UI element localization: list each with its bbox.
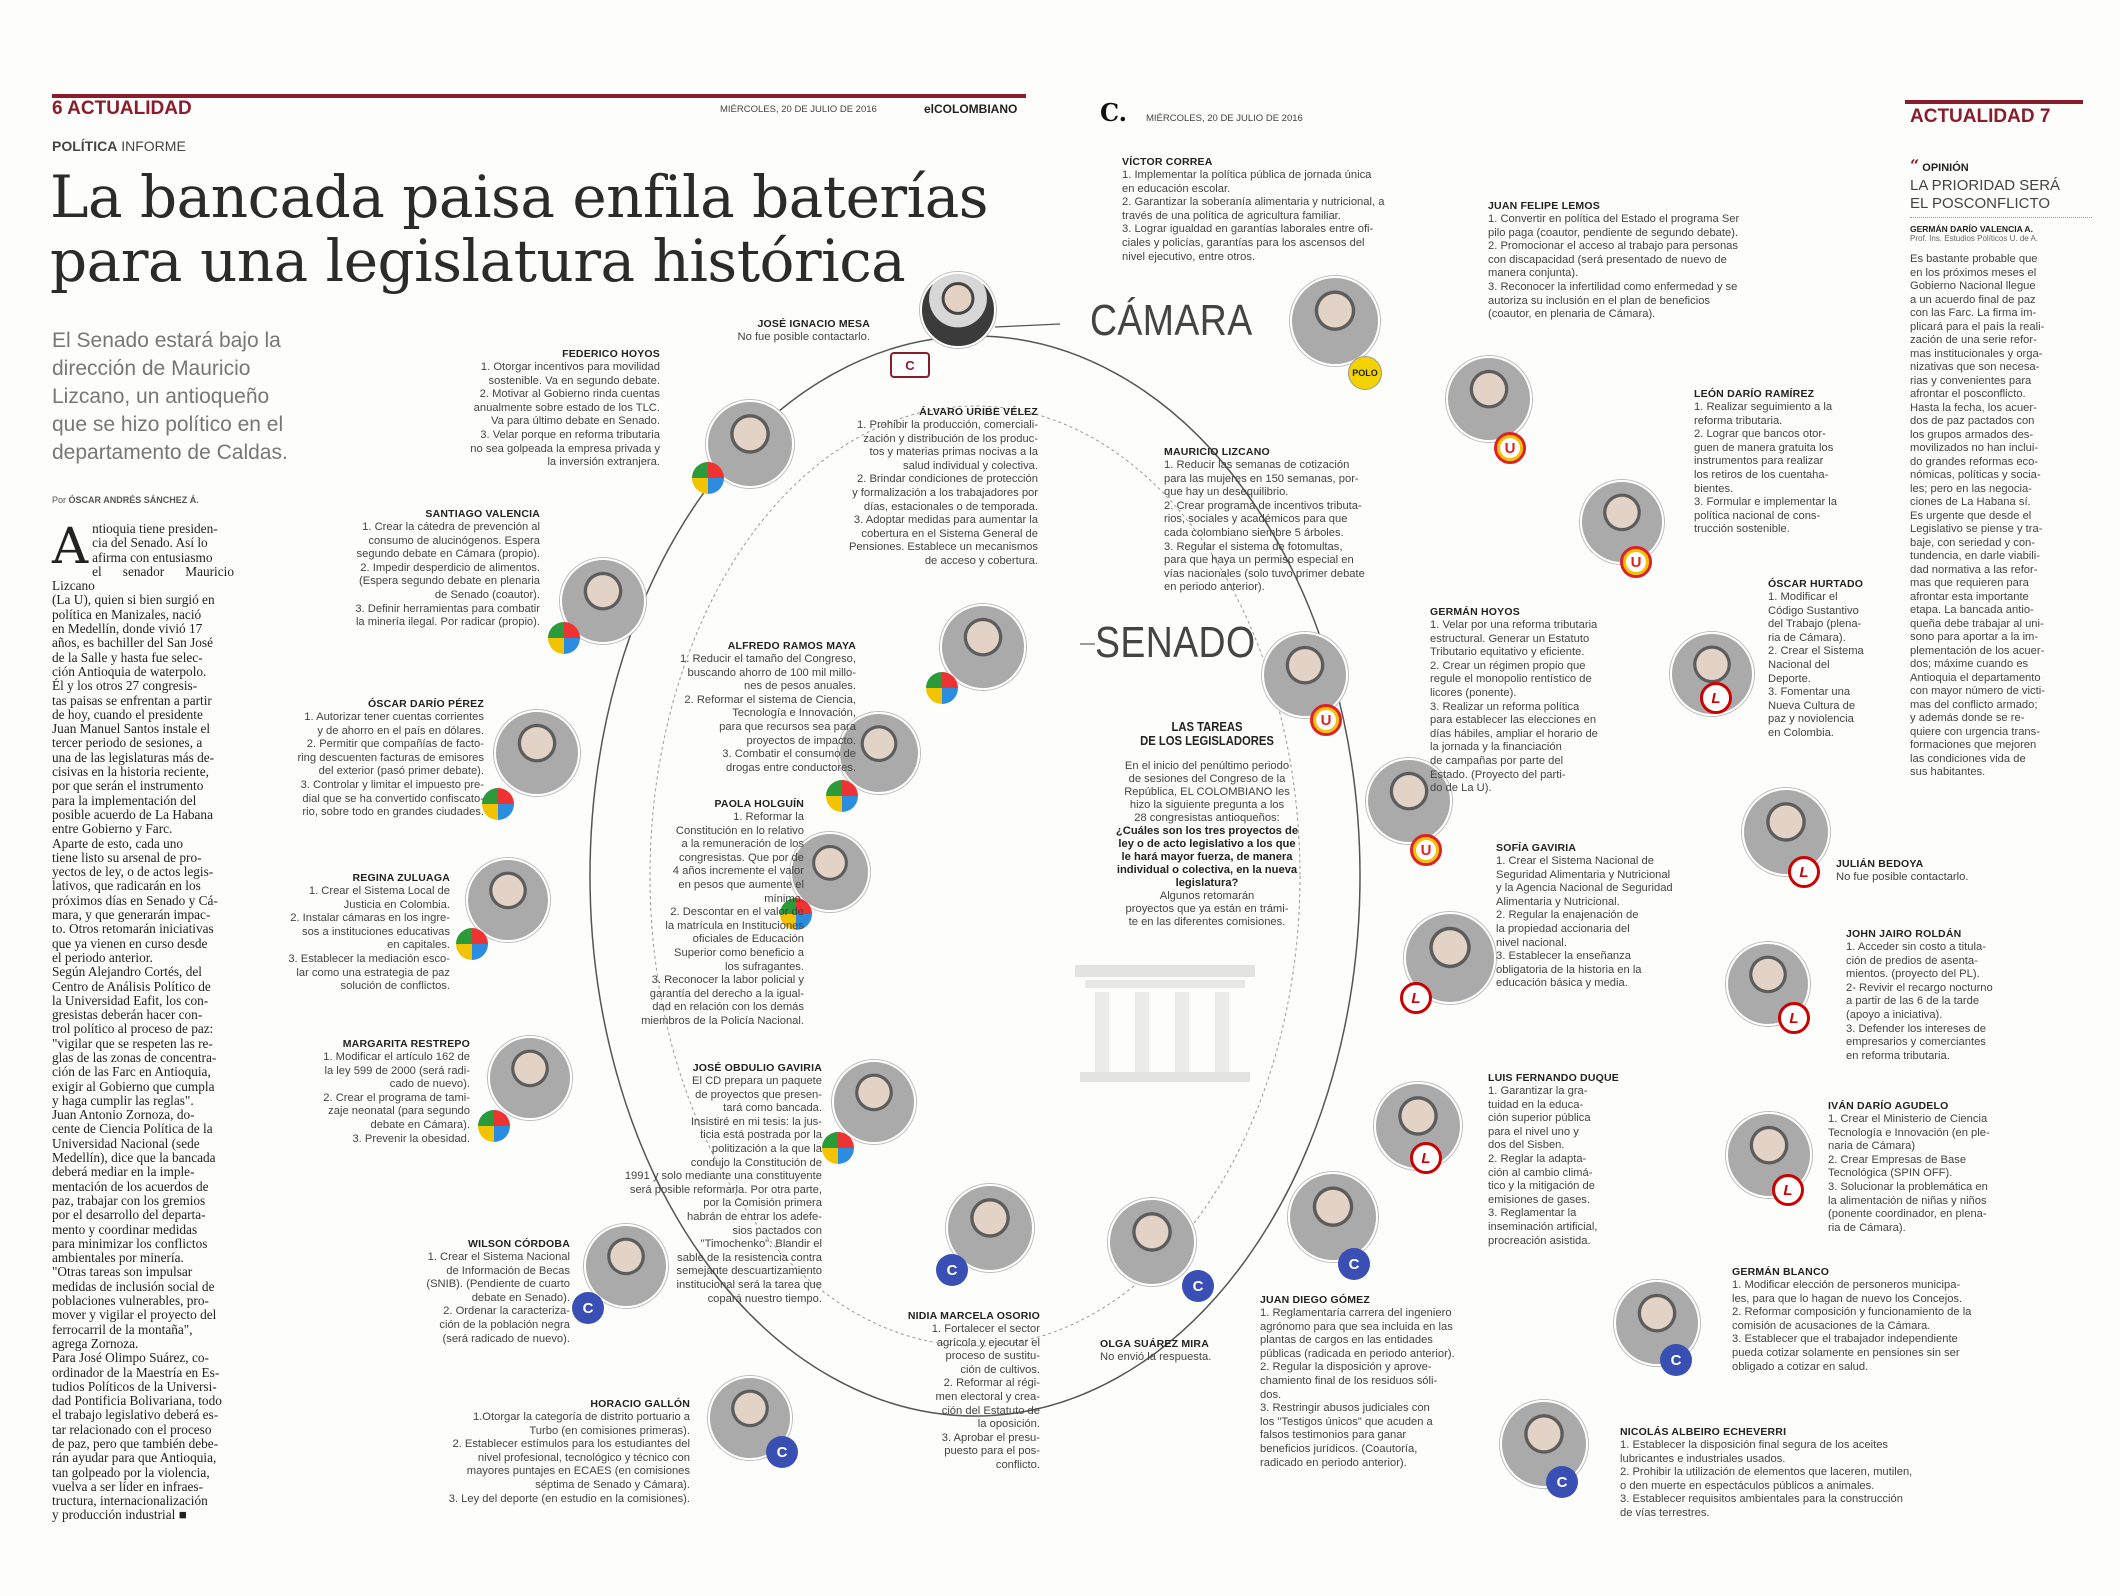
- partido-u-logo: U: [1310, 704, 1342, 736]
- legislator-name: JOSÉ OBDULIO GAVIRIA: [692, 1062, 822, 1074]
- legislator-projects: 1. Acceder sin costo a titula- ción de predios de asenta- mientos. (proyecto del PL). 2- Revivir el recargo nocturno a partir de las 6 de la tarde (apoyo a iniciativa). 3. Defender los intereses de empresarios y comerciantes en reforma tributaria.: [1846, 941, 1993, 1062]
- legislator-alfredo-ramos-maya: [630, 640, 856, 775]
- headline-line-1: La bancada paisa enfila baterías: [50, 163, 989, 231]
- legislator-victor-correa: [1122, 156, 1452, 264]
- legislator-name: MARGARITA RESTREPO: [342, 1038, 470, 1050]
- legislator-name: MAURICIO LIZCANO: [1164, 446, 1270, 458]
- photo-juan-felipe-lemos: [1446, 356, 1532, 442]
- legislator-projects: 1. Otorgar incentivos para movilidad sostenible. Va en segundo debate. 2. Motivar al Gobierno rinda cuentas anualmente sobre estado de los TLC. Va para último debate en Senado. 3. Velar porque en reforma tributaria no sea golpeada la empresa privada y la inversión extranjera.: [470, 361, 660, 469]
- newspaper-logo: C.: [1100, 98, 1128, 127]
- byline-prefix: Por: [52, 495, 67, 505]
- legislator-juan-diego-gomez: [1260, 1294, 1500, 1470]
- centro-democratico-logo: [826, 780, 858, 812]
- legislator-jose-ignacio-mesa: [640, 318, 870, 345]
- photo-juan-diego-gomez: [1288, 1172, 1378, 1262]
- photo-jose-ignacio-mesa: [920, 272, 996, 348]
- center-title: LAS TAREAS DE LOS LEGISLADORES: [1140, 720, 1274, 748]
- legislator-name: GERMÁN HOYOS: [1430, 606, 1520, 618]
- photo-oscar-dario-perez: [494, 710, 580, 796]
- legislator-olga-suarez-mira: [1100, 1338, 1250, 1365]
- photo-margarita-restrepo: [488, 1036, 572, 1120]
- conservador-logo: C: [1660, 1344, 1692, 1376]
- legislator-federico-hoyos: [420, 348, 660, 470]
- partido-u-logo: U: [1410, 834, 1442, 866]
- legislator-name: ÁLVARO URIBE VÉLEZ: [919, 406, 1038, 418]
- photo-olga-suarez-mira: [1108, 1198, 1196, 1286]
- article-lead: ntioquia tiene presiden- cia del Senado. Así lo afirma con entusiasmo el senador Mauricio Lizcano (La U), quien si bien surgió en política en Manizales, nació en Medellín, donde vivió 17 años, es bachiller del San José de la Salle y hasta fue selec- ción Antioquia de waterpolo.: [52, 521, 234, 679]
- legislator-name: FEDERICO HOYOS: [562, 348, 660, 360]
- legislator-santiago-valencia: [310, 508, 540, 630]
- legislator-sofia-gaviria: [1496, 842, 1736, 991]
- quote-icon: “: [1910, 156, 1920, 175]
- conservador-logo: C: [1546, 1466, 1578, 1498]
- legislator-projects: 1. Autorizar tener cuentas corrientes y de ahorro en el país en dólares. 2. Permitir que compañías de facto- ring descuenten facturas de emisores del exterior (pasó primer debate). 3. Controlar y limitar el impuesto pre- dial que se ha convertido confiscato- rio, sobre todo en grandes ciudades.: [297, 711, 484, 819]
- masthead: elCOLOMBIANO: [924, 102, 1018, 116]
- legislator-alvaro-uribe-velez: [800, 406, 1038, 569]
- legislator-name: GERMÁN BLANCO: [1732, 1266, 1830, 1278]
- legislator-name: JOHN JAIRO ROLDÁN: [1846, 928, 1962, 940]
- legislator-name: JOSÉ IGNACIO MESA: [757, 318, 870, 330]
- liberal-logo: L: [1410, 1142, 1442, 1174]
- legislator-projects: No fue posible contactarlo.: [1836, 871, 1969, 883]
- opinion-title: LA PRIORIDAD SERÁ EL POSCONFLICTO: [1910, 177, 2092, 218]
- legislator-jose-obdulio-gaviria: [600, 1062, 822, 1306]
- legislator-name: SOFÍA GAVIRIA: [1496, 842, 1577, 854]
- byline-author: ÓSCAR ANDRÉS SÁNCHEZ Á.: [68, 495, 199, 505]
- conservador-logo: C: [936, 1254, 968, 1286]
- polo-logo: POLO: [1348, 356, 1382, 390]
- conservador-logo: C: [1182, 1270, 1214, 1302]
- legislator-name: LEÓN DARÍO RAMÍREZ: [1694, 388, 1815, 400]
- legislator-projects: 1. Convertir en política del Estado el programa Ser pilo paga (coautor, pendiente de segundo debate). 2. Promocionar el acceso al trabajo para personas con discapacidad (será presentado de nuevo de manera conjunta). 3. Reconocer la infertilidad como enfermedad y se autoriza su inclusión en el plan de beneficios (coautor, en plenaria de Cámara).: [1488, 213, 1740, 321]
- partido-u-logo: U: [1494, 432, 1526, 464]
- partido-u-logo: U: [1620, 546, 1652, 578]
- legislator-german-blanco: [1732, 1266, 2022, 1374]
- section-name: ACTUALIDAD: [67, 98, 192, 119]
- legislator-projects: El CD prepara un paquete de proyectos que presen- tará como bancada. Insistiré en mi tesis: la jus- ticia está postrada por la politización a la que la condujo la Constitución de 1991 y solo mediante una constituyente será posible reformarla. Por otra parte, por la Comisión primera habrán de entrar los adefe- sios pactados con "Timochenko". Blandir el sable de la resistencia contra semejante descuartizamiento institucional será la tarea que copará nuestro tiempo.: [624, 1075, 822, 1305]
- conservador-logo: C: [1338, 1248, 1370, 1280]
- legislator-nicolas-albeiro-echeverri: [1620, 1426, 1990, 1521]
- legislator-projects: 1. Crear el Sistema Nacional de Información de Becas (SNIB). (Pendiente de cuarto debate en Senado). 2. Ordenar la caracteriza- ción de la población negra (será radicado de nuevo).: [426, 1251, 570, 1345]
- legislator-name: IVÁN DARÍO AGUDELO: [1828, 1100, 1949, 1112]
- deck: El Senado estará bajo la dirección de Mauricio Lizcano, un antioqueño que se hizo político en el departamento de Caldas.: [52, 329, 288, 464]
- legislator-german-hoyos: [1430, 606, 1670, 796]
- legislator-projects: No envió la respuesta.: [1100, 1351, 1212, 1363]
- opinion-author-role: Prof. Ins. Estudios Políticos U. de A.: [1910, 234, 2039, 243]
- photo-mauricio-lizcano: [1262, 632, 1348, 718]
- legislator-name: ÓSCAR HURTADO: [1768, 578, 1864, 590]
- capitol-icon: [1075, 965, 1255, 1082]
- section-name-right: ACTUALIDAD: [1910, 106, 2035, 127]
- legislator-projects: 1. Crear el Sistema Local de Justicia en Colombia. 2. Instalar cámaras en los ingre- sos a instituciones educativas en capitales. 3. Establecer la mediación esco- lar como una estrategia de paz solución de conflictos.: [288, 885, 450, 993]
- center-question: ¿Cuáles son los tres proyectos de ley o de acto legislativo a los que le hará mayor fuerza, de manera individual o colectiva, en la nueva legislatura?: [1115, 825, 1299, 889]
- legislator-name: PAOLA HOLGUÍN: [714, 798, 804, 810]
- legislator-name: OLGA SUÁREZ MIRA: [1100, 1338, 1209, 1350]
- centro-democratico-logo: [926, 672, 958, 704]
- legislator-juan-felipe-lemos: [1488, 200, 1798, 322]
- liberal-logo: L: [1788, 856, 1820, 888]
- liberal-logo: L: [1700, 682, 1732, 714]
- legislator-name: JUAN FELIPE LEMOS: [1488, 200, 1600, 212]
- photo-jose-obdulio-gaviria: [832, 1060, 916, 1144]
- center-intro: [1083, 720, 1331, 929]
- legislator-leon-dario-ramirez: [1694, 388, 1894, 537]
- legislator-projects: 1. Establecer la disposición final segura de los aceites lubricantes e industriales usados. 2. Prohibir la utilización de elementos que laceren, mutilen, o den muerte en espectáculos públicos a animales. 3. Establecer requisitos ambientales para la construcción de vías terrestres.: [1620, 1439, 1913, 1519]
- dropcap: A: [52, 517, 89, 575]
- legislator-projects: 1. Reformar la Constitución en lo relativo a la remuneración de los congresistas. Que por de 4 años incremente el valor en pesos que aumente el mínimo. 2. Descontar en el valor de la matrícula en Instituciones oficiales de Educación Superior como beneficio a los sufragantes. 3. Reconocer la labor policial y garantía del derecho a la igual- dad en relación con los demás miembros de la Policía Nacional.: [641, 811, 804, 1027]
- legislator-projects: 1. Reducir las semanas de cotización para las mujeres en 150 semanas, por- que hay un desequilibrio. 2. Crear programa de incentivos tributa- rios, sociales y académicos para que cada colombiano siembre 5 árboles. 3. Regular el sistema de fotomultas, para que haya un permiso especial en vías nacionales (solo tuvo primer debate en periodo anterior).: [1164, 459, 1365, 594]
- legislator-wilson-cordoba: [380, 1238, 570, 1346]
- photo-leon-dario-ramirez: [1580, 480, 1664, 564]
- legislator-projects: 1. Velar por una reforma tributaria estructural. Generar un Estatuto Tributario equitativo y eficiente. 2. Crear un régimen propio que regule el monopolio rentístico de licores (ponente). 3. Realizar un reforma política para establecer las elecciones en días hábiles, ampliar el horario de la jornada y la financiación de campañas por parte del Estado. (Proyecto del parti- do de La U).: [1430, 619, 1598, 795]
- legislator-name: SANTIAGO VALENCIA: [425, 508, 540, 520]
- opinion-author: GERMÁN DARÍO VALENCIA A.: [1910, 224, 2033, 234]
- legislator-projects: 1. Implementar la política pública de jornada única en educación escolar. 2. Garantizar la soberanía alimentaria y nutricional, a través de una política de agricultura familiar. 3. Lograr igualdad en garantías laborales entre ofi- ciales y policías, garantías para los ascensos del nivel ejecutivo, entre otros.: [1122, 169, 1385, 263]
- centro-democratico-logo: [822, 1132, 854, 1164]
- page-number: 6: [52, 98, 63, 119]
- centro-democratico-logo: [478, 1110, 510, 1142]
- article-text: Él y los otros 27 congresis- tas paisas se enfrentan a partir de hoy, cuando el presidente Juan Manuel Santos instale el tercer periodo de sesiones, a una de las legislaturas más de- cisivas en la historia reciente, por que serán el instrumento para la implementación del posible acuerdo de La Habana entre Gobierno y Farc. Aparte de esto, cada uno tiene listo su arsenal de pro- yectos de ley, o de actos legis- lativos, que radicarán en los próximos días en Senado y Cá- mara, y que generarán impac- to. Otros retomarán iniciativas que ya vienen en curso desde el periodo anterior. Según Alejandro Cortés, del Centro de Análisis Político de la Universidad Eafit, los con- gresistas deberán hacer con- trol político al proceso de paz: "vigilar que se respeten las re- glas de las zonas de concentra- ción de las Farc en Antioquia, exigir al Gobierno que cumpla y haga cumplir las reglas". Juan Antonio Zornoza, do- cente de Ciencia Política de la Universidad Nacional (sede Medellín), dice que la bancada deberá mediar en la imple- mentación de los acuerdos de paz, trabajar con los gremios por el desarrollo del departa- mento y coordinar medidas para minimizar los conflictos ambientales por minería. "Otras tareas son impulsar medidas de inclusión social de poblaciones vulnerables, pro- mover y vigilar el proyecto del ferrocarril de la montaña", agrega Zornoza. Para José Olimpo Suárez, co- ordinador de la Maestría en Es- tudios Políticos de la Universi- dad Pontificia Bolivariana, todo el trabajo legislativo deberá es- tar relacionado con el proceso de paz, pero que también debe- rán ayudar para que Antioquia, tan golpeado por la violencia, vuelva a ser líder en infraes- tructura, internacionalización y producción industrial ■: [52, 678, 222, 1523]
- legislator-oscar-hurtado: [1768, 578, 1888, 741]
- photo-victor-correa: [1290, 276, 1380, 366]
- legislator-mauricio-lizcano: [1164, 446, 1412, 595]
- legislator-ivan-dario-agudelo: [1828, 1100, 2028, 1235]
- legislator-regina-zuluaga: [250, 872, 450, 994]
- centro-democratico-logo: [548, 622, 580, 654]
- centro-democratico-logo: [456, 928, 488, 960]
- cambio-radical-logo: C: [890, 352, 930, 378]
- legislator-projects: 1. Fortalecer el sector agrícola y ejecutar el proceso de sustitu- ción de cultivos. 2. Reformar al régi- men electoral y crea- ción del Estatuto de la oposición. 3. Aprobar el presu- puesto para el pos- conflicto.: [931, 1323, 1040, 1471]
- legislator-projects: 1. Reglamentaría carrera del ingeniero agrónomo para que sea incluida en las plantas de cargos en las entidades públicas (radicada en periodo anterior). 2. Regular la disposición y aprove- chamiento final de los residuos sóli- dos. 3. Restringir abusos judiciales con los "Testigos únicos" que acuden a falsos testimonios para ganar beneficios jurídicos. (Coautoría, radicado en periodo anterior).: [1260, 1307, 1455, 1469]
- legislator-projects: 1. Reducir el tamaño del Congreso, buscando ahorro de 100 mil millo- nes de pesos anuales. 2. Reformar el sistema de Ciencia, Tecnología e Innovación, para que recursos sea para proyectos de impacto. 3. Combatir el consumo de drogas entre conductores.: [680, 653, 856, 774]
- legislator-projects: 1.Otorgar la categoría de distrito portuario a Turbo (en comisiones primeras). 2. Establecer estímulos para los estudiantes del nivel profesional, tecnológico y técnico con mayores puntajes en ECAES (en comisiones séptima de Senado y Cámara). 3. Ley del deporte (en estudio en la comisiones).: [448, 1411, 690, 1505]
- legislator-paola-holguin: [584, 798, 804, 1029]
- legislator-john-jairo-roldan: [1846, 928, 2026, 1063]
- senado-label: SENADO: [1095, 618, 1256, 667]
- legislator-projects: 1. Realizar seguimiento a la reforma tributaria. 2. Lograr que bancos otor- guen de manera gratuita los instrumentos para realizar los retiros de los cuentaha- bientes. 3. Formular e implementar la política nacional de cons- trucción sostenible.: [1694, 401, 1838, 536]
- legislator-luis-fernando-duque: [1488, 1072, 1638, 1248]
- legislator-projects: 1. Garantizar la gra- tuidad en la educa- ción superior pública para el nivel uno y dos del Sisben. 2. Reglar la adapta- ción al cambio climá- tico y la mitigación de emisiones de gases. 3. Reglamentar la inseminación artificial, procreación asistida.: [1488, 1085, 1598, 1247]
- issue-date: MIÉRCOLES, 20 DE JULIO DE 2016: [720, 104, 877, 115]
- legislator-projects: 1. Prohibir la producción, comerciali- zación y distribución de los produc- tos y materias primas nocivas a la salud individual y colectiva. 2. Brindar condiciones de protección y formalización a los trabajadores por días, estacionales o de temporada. 3. Adoptar medidas para aumentar la cobertura en el Sistema General de Pensiones. Establece un mecanismos de acceso y cobertura.: [848, 419, 1038, 567]
- legislator-projects: 1. Crear la cátedra de prevención al consumo de alucinógenos. Espera segundo debate en Cámara (propio). 2. Impedir desperdicio de alimentos. (Espera segundo debate en plenaria de Senado (coautor). 3. Definir herramientas para combatir la minería ilegal. Por radicar (propio).: [355, 521, 540, 629]
- legislator-projects: No fue posible contactarlo.: [737, 331, 870, 343]
- legislator-name: REGINA ZULUAGA: [352, 872, 450, 884]
- kicker-type: INFORME: [121, 138, 186, 154]
- legislator-oscar-dario-perez: [244, 698, 484, 820]
- conservador-logo: C: [572, 1292, 604, 1324]
- legislator-projects: 1. Modificar el artículo 162 de la ley 599 de 2000 (será radi- cado de nuevo). 2. Crear el programa de tami- zaje neonatal (para segundo debate en Cámara). 3. Prevenir la obesidad.: [323, 1051, 470, 1145]
- legislator-name: JUAN DIEGO GÓMEZ: [1260, 1294, 1370, 1306]
- legislator-projects: 1. Modificar el Código Sustantivo del Trabajo (plena- ria de Cámara). 2. Crear el Sistema Nacional del Deporte. 3. Fomentar una Nueva Cultura de paz y noviolencia en Colombia.: [1768, 591, 1864, 739]
- legislator-name: JULIÁN BEDOYA: [1836, 858, 1924, 870]
- page-number-right: 7: [2039, 106, 2051, 127]
- legislator-name: NIDIA MARCELA OSORIO: [907, 1310, 1040, 1322]
- centro-democratico-logo: [482, 788, 514, 820]
- legislator-name: LUIS FERNANDO DUQUE: [1488, 1072, 1619, 1084]
- center-text: En el inicio del penúltimo periodo de sesiones del Congreso de la República, EL COLOMBIANO les hizo la siguiente pregunta a los 28 congresistas antioqueños:: [1124, 760, 1290, 824]
- issue-date-right: MIÉRCOLES, 20 DE JULIO DE 2016: [1146, 113, 1303, 124]
- legislator-name: VÍCTOR CORREA: [1122, 156, 1213, 168]
- legislator-nidia-marcela-osorio: [880, 1310, 1040, 1473]
- legislator-name: WILSON CÓRDOBA: [468, 1238, 570, 1250]
- center-text-2: Algunos retomarán proyectos que ya están en trámi- te en las diferentes comisiones.: [1125, 890, 1289, 928]
- legislator-projects: 1. Crear el Ministerio de Ciencia Tecnología e Innovación (en ple- naria de Cámara) 2. Crear Empresas de Base Tecnológica (SPIN OFF). 3. Solucionar la problemática en la alimentación de niñas y niños (ponente coordinador, en plena- ria de Cámara).: [1828, 1113, 1990, 1234]
- camara-label: CÁMARA: [1090, 296, 1253, 345]
- liberal-logo: L: [1772, 1174, 1804, 1206]
- legislator-name: ALFREDO RAMOS MAYA: [727, 640, 856, 652]
- legislator-name: NICOLÁS ALBEIRO ECHEVERRI: [1620, 1426, 1787, 1438]
- legislator-julian-bedoya: [1836, 858, 2016, 885]
- legislator-projects: 1. Crear el Sistema Nacional de Seguridad Alimentaria y Nutricional y la Agencia Nacional de Seguridad Alimentaria y Nutricional. 2. Regular la enajenación de la propiedad accionaria del nivel nacional. 3. Establecer la enseñanza obligatoria de la historia en la educación básica y media.: [1496, 855, 1673, 990]
- legislator-projects: 1. Modificar elección de personeros municipa- les, para que lo hagan de nuevo los Concejos. 2. Reformar composición y funcionamiento de la comisión de acusaciones de la Cámara. 3. Establecer que el trabajador independiente pueda cotizar solamente en pensiones sin ser obligado a cotizar en salud.: [1732, 1279, 1972, 1373]
- centro-democratico-logo: [692, 462, 724, 494]
- legislator-horacio-gallon: [400, 1398, 690, 1506]
- opinion-label: OPINIÓN: [1922, 162, 1969, 174]
- liberal-logo: L: [1400, 982, 1432, 1014]
- headline-line-2: para una legislatura histórica: [50, 227, 906, 295]
- opinion-text: Es bastante probable que en los próximos meses el Gobierno Nacional llegue a un acuerdo final de paz con las Farc. La firma im- plicará para el país la reali- zación de una serie refor- mas institucionales y orga- nizativas que son necesa- rias y convenientes para afrontar el posconflicto. Hasta la fecha, los acuer- dos de paz pactados con los grupos armados des- movilizados no han inclui- do grandes reformas eco- nómicas, políticas y socia- les; pero en las negocia- ciones de La Habana sí. Es urgente que desde el Legislativo se piense y tra- baje, con seriedad y con- tundencia, en darle viabili- dad normativa a las refor- mas que requieren para afrontar esta importante etapa. La bancada antio- queña debe trabajar al uni- sono para aportar a la im- plementación de los acuer- dos; máxime cuando es Antioquia el departamento con mayor número de victi- mas del conflicto armado; y además donde se re- quiere con urgencia trans- formaciones que mejoren las condiciones vida de sus habitantes.: [1910, 253, 2045, 778]
- liberal-logo: L: [1778, 1002, 1810, 1034]
- legislator-name: ÓSCAR DARÍO PÉREZ: [368, 698, 484, 710]
- kicker-topic: POLÍTICA: [52, 138, 118, 154]
- legislator-margarita-restrepo: [270, 1038, 470, 1146]
- conservador-logo: C: [766, 1436, 798, 1468]
- camara-link: [995, 324, 1060, 327]
- legislator-name: HORACIO GALLÓN: [590, 1398, 690, 1410]
